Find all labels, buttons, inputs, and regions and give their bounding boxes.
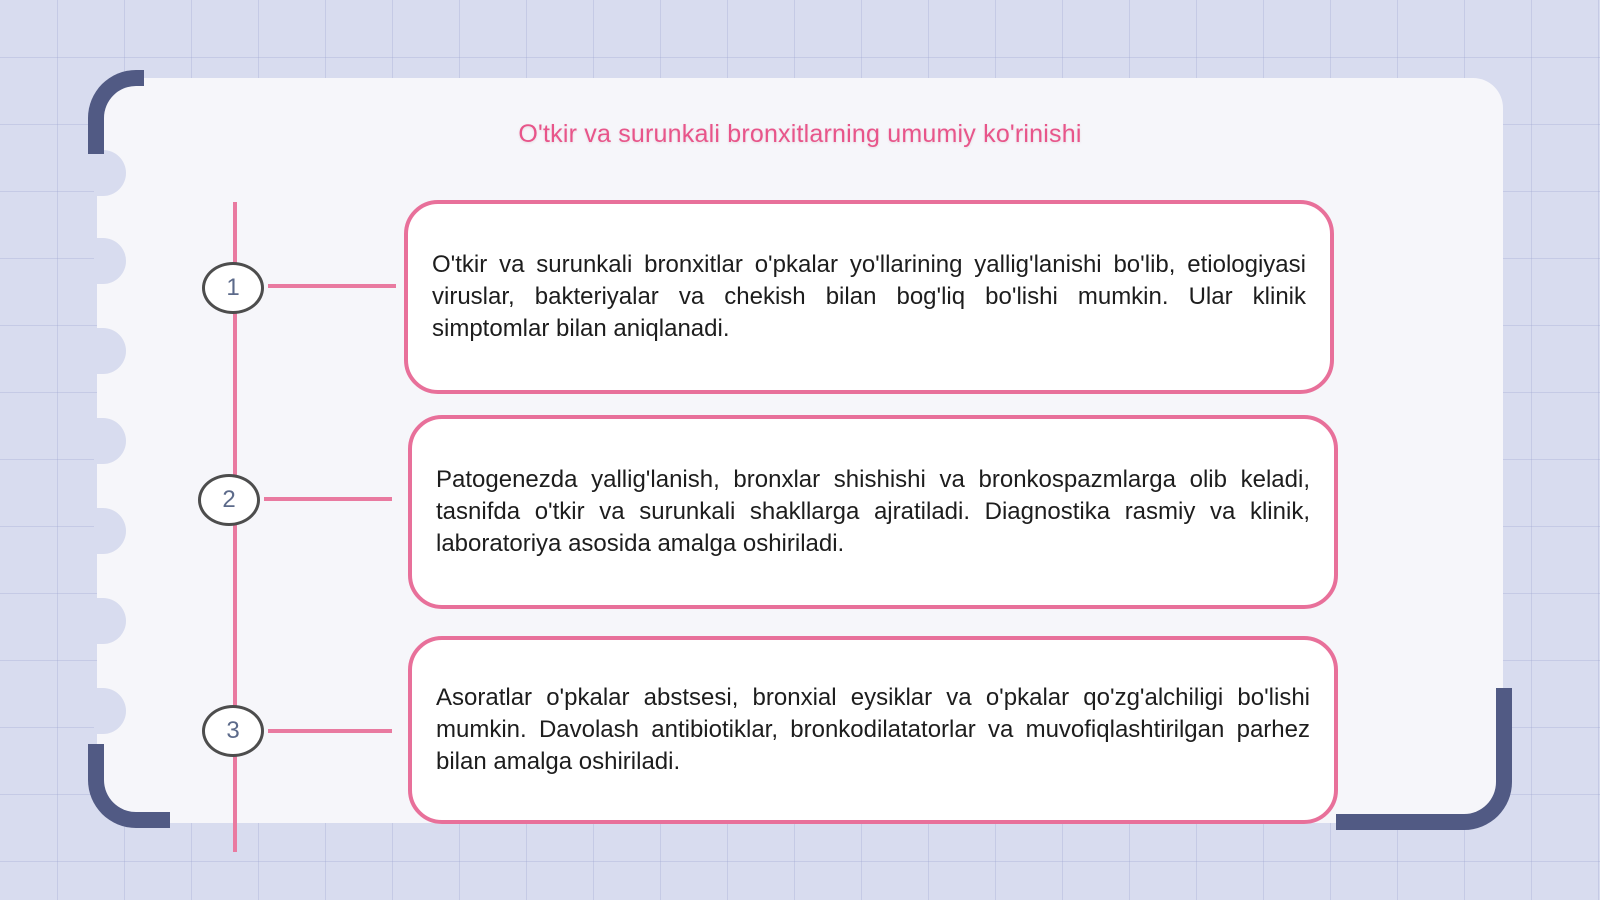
connector-line-2 [264,497,392,501]
step-text-2: Patogenezda yallig'lanish, bronxlar shishishi va bronkospazmlarga olib keladi, tasnifda o'tkir va surunkali shakllarga ajratiladi. Diagnostika rasmiy va klinik, laboratoriya asosida amalga oshiriladi. [436,466,1310,557]
corner-bracket-top-left [88,70,144,154]
step-text-3: Asoratlar o'pkalar abstsesi, bronxial eysiklar va o'pkalar qo'zg'alchiligi bo'lishi mumkin. Davolash antibiotiklar, bronkodilatatorlar va muvofiqlashtirilgan parhez bilan amalga oshiriladi. [436,684,1310,775]
step-box-3 [408,636,1338,824]
step-box-1 [404,200,1334,394]
connector-line-1 [268,284,396,288]
slide-title: O'tkir va surunkali bronxitlarning umumiy ko'rinishi [518,120,1082,148]
corner-bracket-bottom-right [1336,688,1512,830]
step-text-1: O'tkir va surunkali bronxitlar o'pkalar yo'llarining yallig'lanishi bo'lib, etiologiyasi viruslar, bakteriyalar va chekish bilan bog'liq bo'lishi mumkin. Ular klinik simptomlar bilan aniqlanadi. [432,251,1306,342]
step-number-3: 3 [202,705,264,757]
step-number-1: 1 [202,262,264,314]
step-number-2: 2 [198,474,260,526]
corner-bracket-bottom-left [88,744,170,828]
step-box-2 [408,415,1338,609]
connector-line-3 [268,729,392,733]
